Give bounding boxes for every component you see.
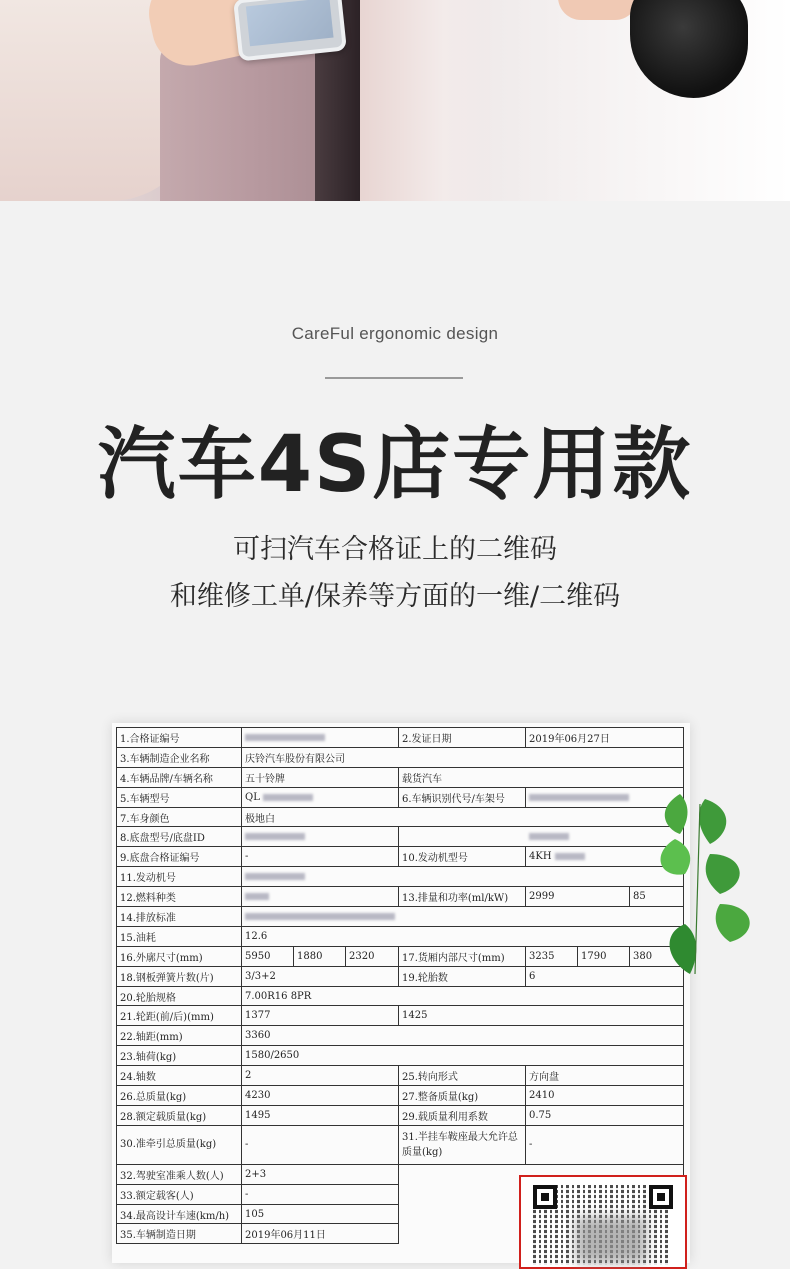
table-row: 5.车辆型号 QL 6.车辆识别代号/车架号 xyxy=(117,787,684,807)
leaf-icon xyxy=(670,924,697,974)
table-row: 15.油耗 12.6 xyxy=(117,926,684,946)
table-row: 8.底盘型号/底盘ID xyxy=(117,827,684,847)
hero-photo xyxy=(0,0,790,201)
scanner-image xyxy=(630,0,748,98)
hero-finger xyxy=(558,0,638,20)
leaf-icon xyxy=(716,904,750,942)
table-row: 16.外廓尺寸(mm) 5950 1880 2320 17.货厢内部尺寸(mm) 3235 1790 380 xyxy=(117,946,684,966)
table-row: 14.排放标准 xyxy=(117,907,684,927)
vehicle-certificate xyxy=(112,723,690,1263)
qr-code-highlight xyxy=(519,1175,687,1269)
table-row: 3.车辆制造企业名称 庆铃汽车股份有限公司 xyxy=(117,747,684,767)
table-row: 32.驾驶室准乘人数(人) 2+3 xyxy=(117,1164,684,1184)
table-row: 18.钢板弹簧片数(片) 3/3+2 19.轮胎数 6 xyxy=(117,966,684,986)
leaf-icon xyxy=(706,854,740,894)
table-row: 24.轴数 2 25.转向形式 方向盘 xyxy=(117,1066,684,1086)
qr-finder-pattern xyxy=(533,1185,557,1209)
description-line-1: 可扫汽车合格证上的二维码 xyxy=(233,534,557,565)
table-row: 22.轴距(mm) 3360 xyxy=(117,1026,684,1046)
table-row: 11.发动机号 xyxy=(117,867,684,887)
table-row: 7.车身颜色 极地白 xyxy=(117,807,684,827)
table-row: 1.合格证编号 2.发证日期 2019年06月27日 xyxy=(117,728,684,748)
leaf-icon xyxy=(661,839,691,875)
table-row: 4.车辆品牌/车辆名称 五十铃牌 载货汽车 xyxy=(117,767,684,787)
hero-arm xyxy=(360,0,500,201)
description-line-2: 和维修工单/保养等方面的一维/二维码 xyxy=(169,581,621,612)
table-row: 12.燃料种类 13.排量和功率(ml/kW) 2999 85 xyxy=(117,887,684,907)
leaves-decoration xyxy=(650,784,770,984)
qr-blur xyxy=(576,1217,646,1263)
table-row: 21.轮距(前/后)(mm) 1377 1425 xyxy=(117,1006,684,1026)
page-title: 汽车4S店专用款 xyxy=(97,420,693,510)
table-row: 28.额定载质量(kg) 1495 29.载质量利用系数 0.75 xyxy=(117,1105,684,1125)
table-row: 9.底盘合格证编号 - 10.发动机型号 4KH xyxy=(117,847,684,867)
table-row: 34.最高设计车速(km/h) 105 xyxy=(117,1204,684,1224)
leaf-icon xyxy=(665,794,688,834)
table-row: 23.轴荷(kg) 1580/2650 xyxy=(117,1046,684,1066)
certificate-table xyxy=(116,727,684,1244)
table-row: 33.额定载客(人) - xyxy=(117,1184,684,1204)
table-row: 20.轮胎规格 7.00R16 8PR xyxy=(117,986,684,1006)
table-row: 26.总质量(kg) 4230 27.整备质量(kg) 2410 xyxy=(117,1086,684,1106)
qr-finder-pattern xyxy=(649,1185,673,1209)
table-row: 30.准牵引总质量(kg) - 31.半挂车鞍座最大允许总质量(kg) - xyxy=(117,1125,684,1164)
subtitle-english: CareFul ergonomic design xyxy=(291,324,499,343)
divider xyxy=(325,377,463,379)
table-row: 35.车辆制造日期 2019年06月11日 xyxy=(117,1224,684,1244)
leaf-icon xyxy=(699,799,726,844)
